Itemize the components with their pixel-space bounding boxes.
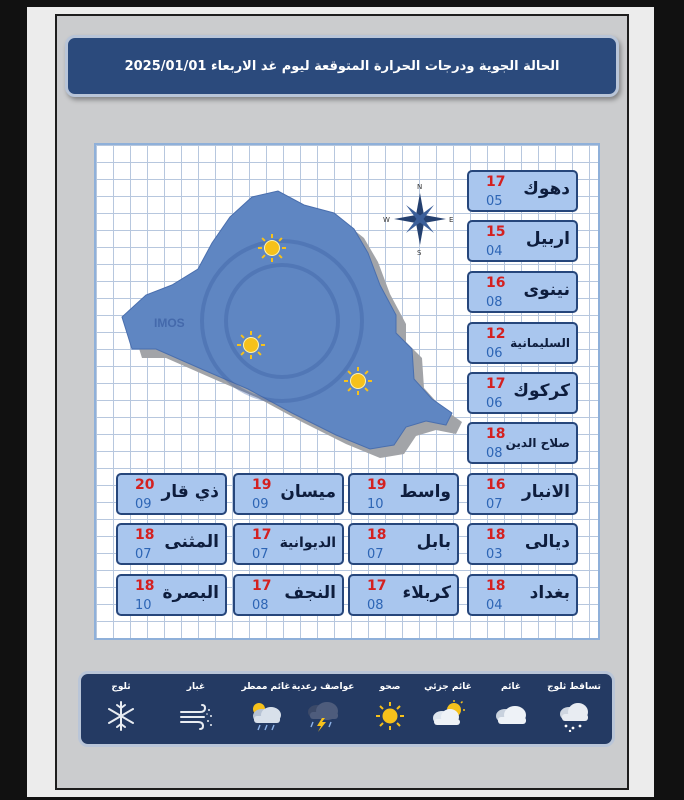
city-name: ذي قار (161, 482, 219, 502)
city-name: ميسان (280, 482, 336, 502)
low-temp: 08 (486, 295, 503, 310)
high-temp: 16 (486, 477, 506, 493)
city-card-diyala (467, 523, 578, 565)
legend-label: عواصف رعدية (291, 682, 355, 692)
title-banner (65, 35, 619, 97)
rainy-cloud-icon (248, 700, 284, 732)
city-name: صلاح الدين (505, 436, 570, 450)
compass-s-label: S (417, 249, 422, 257)
city-card-baghdad (467, 574, 578, 616)
high-temp: 19 (367, 477, 387, 493)
city-name: بغداد (529, 583, 570, 603)
city-name: السليمانية (510, 336, 570, 350)
watermark-text: IMOS (154, 316, 185, 330)
city-card-muthanna (116, 523, 227, 565)
low-temp: 04 (486, 244, 503, 259)
high-temp: 17 (486, 174, 506, 190)
low-temp: 08 (367, 598, 384, 613)
low-temp: 04 (486, 598, 503, 613)
city-card-wasit (348, 473, 459, 515)
legend-rainy-cloud (231, 674, 301, 744)
city-name: بابل (416, 532, 451, 552)
high-temp: 12 (486, 326, 506, 342)
high-temp: 19 (252, 477, 272, 493)
compass-n-label: N (417, 183, 423, 191)
cloudy-icon (493, 700, 529, 732)
legend-label: تساقط ثلوج (547, 682, 601, 692)
city-name: كربلاء (402, 583, 451, 603)
weather-legend (78, 671, 615, 747)
thunderstorm-icon (305, 700, 341, 732)
city-name: ديالى (524, 532, 570, 552)
low-temp: 08 (252, 598, 269, 613)
compass-rose-icon (383, 183, 453, 257)
city-name: اربيل (525, 229, 570, 249)
high-temp: 18 (135, 578, 155, 594)
legend-sunny (355, 674, 425, 744)
city-card-diwaniyah (233, 523, 344, 565)
city-card-dhiqar (116, 473, 227, 515)
high-temp: 18 (486, 527, 506, 543)
legend-label: غائم (501, 682, 521, 692)
high-temp: 20 (135, 477, 155, 493)
city-name: نينوى (523, 280, 570, 300)
high-temp: 18 (486, 426, 506, 442)
high-temp: 17 (367, 578, 387, 594)
low-temp: 07 (135, 547, 152, 562)
low-temp: 03 (486, 547, 503, 562)
low-temp: 07 (486, 497, 503, 512)
dust-icon (178, 700, 214, 732)
city-card-duhok (467, 170, 578, 212)
low-temp: 09 (135, 497, 152, 512)
partly-cloudy-icon (430, 700, 466, 732)
page-title: الحالة الجوية ودرجات الحرارة المتوقعة ليوم غد الاربعاء 2025/01/01 (124, 58, 560, 74)
city-name: دهوك (523, 179, 570, 199)
high-temp: 15 (486, 224, 506, 240)
city-card-maysan (233, 473, 344, 515)
city-name: الانبار (522, 482, 570, 502)
compass-e-label: E (449, 216, 454, 224)
high-temp: 17 (252, 578, 272, 594)
low-temp: 06 (486, 346, 503, 361)
city-name: المثنى (164, 532, 219, 552)
city-card-salahaddin (467, 422, 578, 464)
city-name: واسط (399, 482, 451, 502)
legend-label: غبار (186, 682, 206, 692)
low-temp: 08 (486, 446, 503, 461)
low-temp: 10 (367, 497, 384, 512)
city-card-babil (348, 523, 459, 565)
city-name: النجف (284, 583, 336, 603)
low-temp: 05 (486, 194, 503, 209)
high-temp: 18 (367, 527, 387, 543)
city-card-karbala (348, 574, 459, 616)
compass-w-label: W (383, 216, 390, 224)
high-temp: 17 (486, 376, 506, 392)
city-card-anbar (467, 473, 578, 515)
legend-label: صحو (379, 682, 401, 692)
low-temp: 10 (135, 598, 152, 613)
high-temp: 16 (486, 275, 506, 291)
legend-snowfall (539, 674, 609, 744)
snowflake-icon (103, 700, 139, 732)
city-card-basra (116, 574, 227, 616)
high-temp: 18 (486, 578, 506, 594)
low-temp: 09 (252, 497, 269, 512)
high-temp: 18 (135, 527, 155, 543)
legend-label: غائم ممطر (241, 682, 291, 692)
city-name: كركوك (513, 381, 570, 401)
city-card-sulaymaniyah (467, 322, 578, 364)
legend-label: غائم جزئي (424, 682, 472, 692)
city-card-erbil (467, 220, 578, 262)
legend-snow (86, 674, 156, 744)
legend-label: ثلوج (111, 682, 131, 692)
snowfall-cloud-icon (556, 700, 592, 732)
city-name: الديوانية (279, 535, 336, 551)
legend-dust (161, 674, 231, 744)
high-temp: 17 (252, 527, 272, 543)
low-temp: 07 (252, 547, 269, 562)
city-name: البصرة (162, 583, 219, 603)
city-card-najaf (233, 574, 344, 616)
city-card-kirkuk (467, 372, 578, 414)
low-temp: 07 (367, 547, 384, 562)
city-card-nineveh (467, 271, 578, 313)
low-temp: 06 (486, 396, 503, 411)
sunny-icon (372, 700, 408, 732)
legend-cloudy (476, 674, 546, 744)
